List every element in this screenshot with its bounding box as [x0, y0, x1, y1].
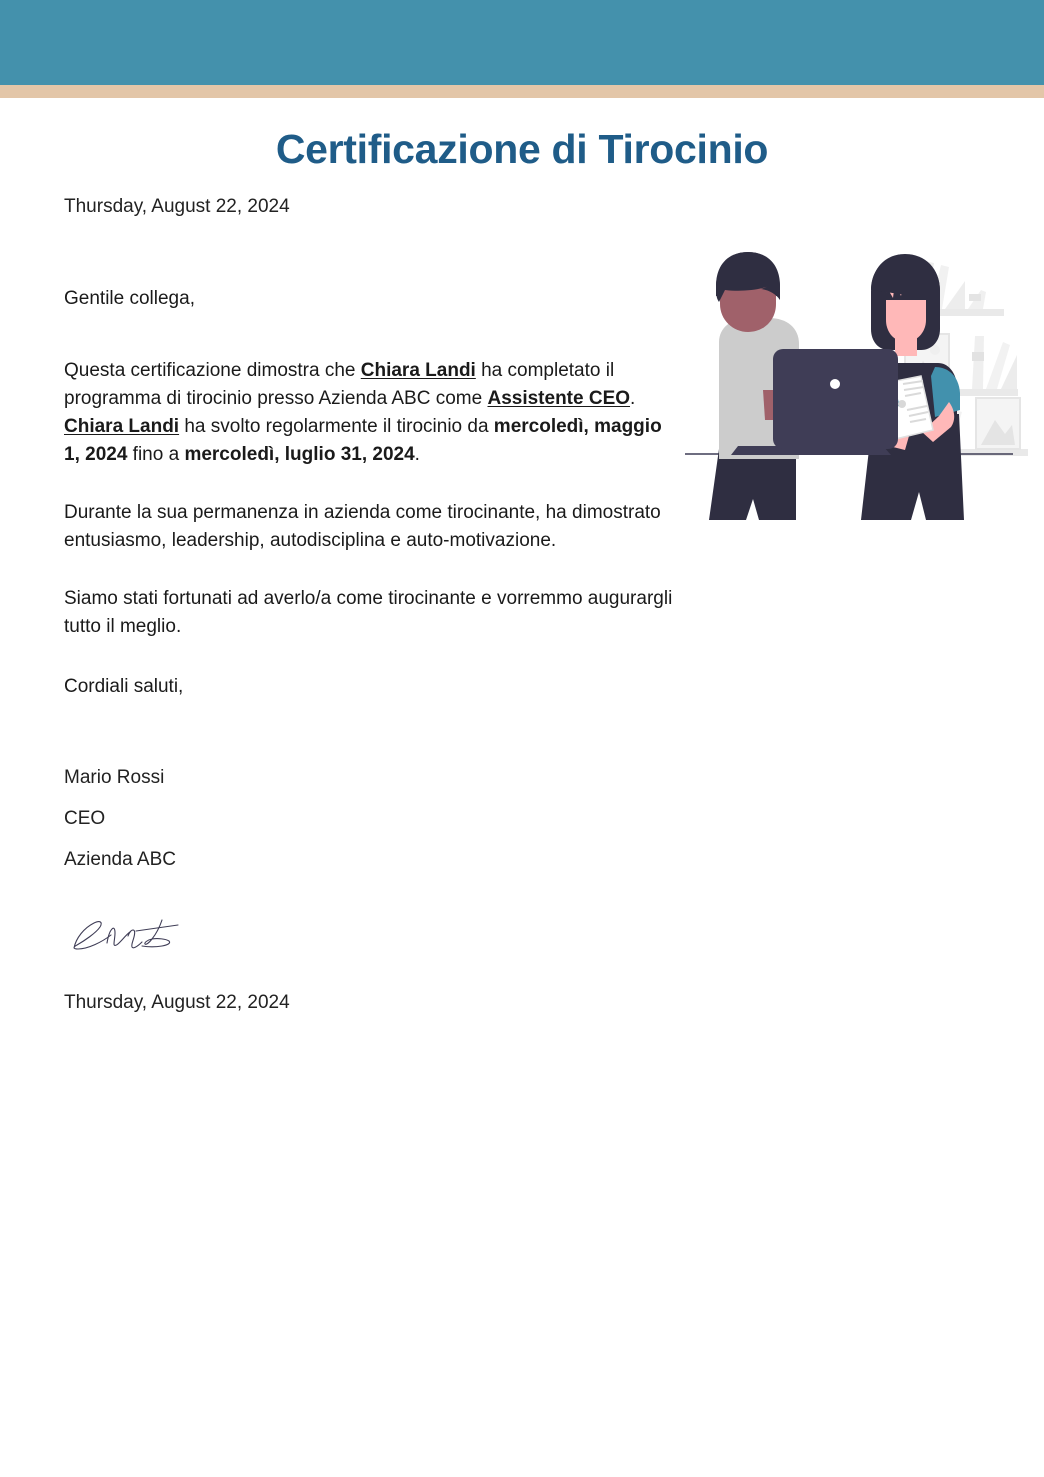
letter-closing: Cordiali saluti, [64, 676, 184, 697]
internship-role-highlight: Assistente CEO [487, 388, 631, 409]
signature-block [64, 757, 484, 1016]
signer-position: CEO [64, 808, 106, 829]
intern-name-highlight-second: Chiara Landi [64, 416, 180, 437]
paragraph-best-wishes: Siamo stati fortunati ad averlo/a come tirocinante e vorremmo augurargli tutto il meglio. [64, 588, 673, 637]
intern-name-highlight-first: Chiara Landi [360, 360, 476, 381]
para1-segment-4: ha svolto regolarmente il tirocinio da [179, 416, 494, 437]
letter-date-bottom: Thursday, August 22, 2024 [64, 992, 290, 1013]
para1-segment-1: Questa certificazione dimostra che [64, 360, 361, 381]
para1-segment-6: . [414, 444, 420, 465]
internship-end-date: mercoledì, luglio 31, 2024 [184, 444, 415, 465]
header-blue-bar [0, 0, 1044, 85]
para1-segment-5: fino a [127, 444, 185, 465]
signer-name: Mario Rossi [64, 767, 165, 788]
letter-date-top: Thursday, August 22, 2024 [64, 196, 290, 217]
header-tan-accent-bar [0, 85, 1044, 98]
paragraph-certification [64, 357, 674, 469]
page-title: Certificazione di Tirocinio [275, 126, 769, 172]
para1-segment-3: . [630, 388, 636, 409]
para1-segment-2: ha completato il programma di tirocinio presso Azienda ABC come [64, 360, 615, 409]
letter-body [64, 194, 674, 701]
paragraph-performance: Durante la sua permanenza in azienda come tirocinante, ha dimostrato entusiasmo, leadership, autodisciplina e auto-motivazione. [64, 502, 661, 551]
signer-company: Azienda ABC [64, 849, 176, 870]
two-colleagues-with-laptop-illustration [683, 224, 1028, 530]
letter-salutation: Gentile collega, [64, 288, 195, 309]
internship-start-date: mercoledì, maggio 1, 2024 [64, 416, 662, 465]
handwritten-signature-icon [70, 908, 200, 960]
